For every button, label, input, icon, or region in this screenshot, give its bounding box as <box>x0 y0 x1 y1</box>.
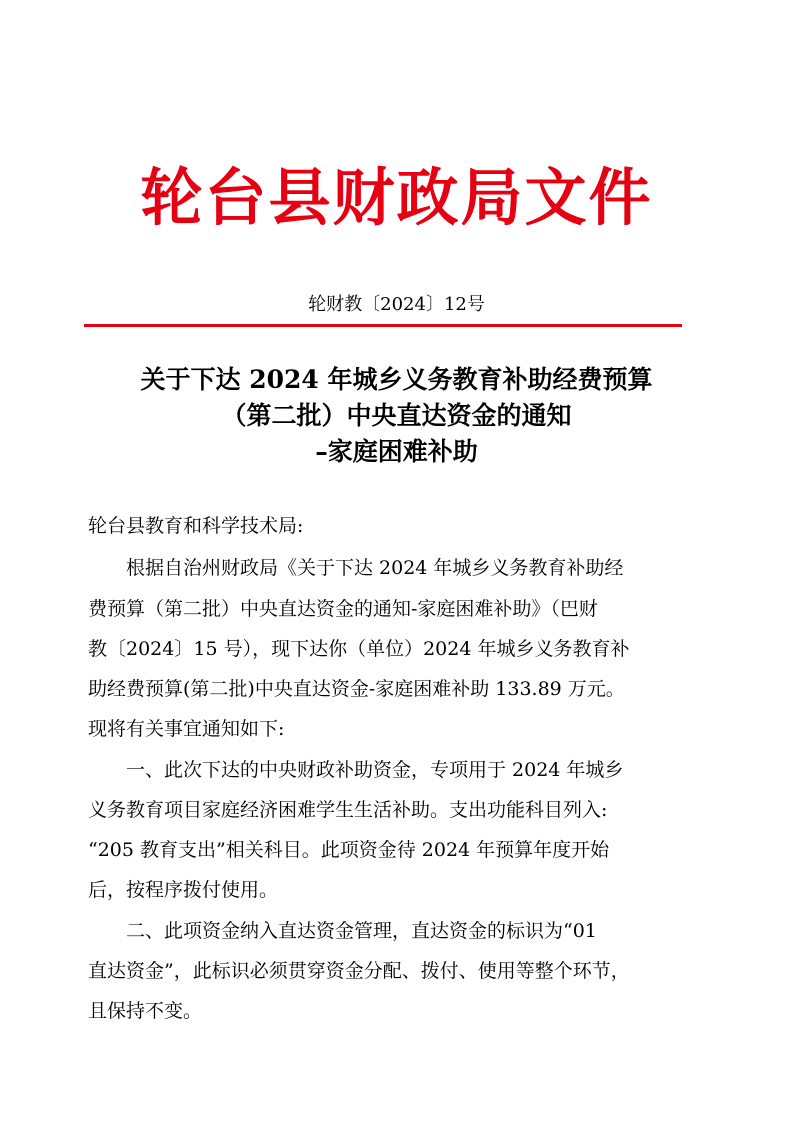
body-line: 直达资金”，此标识必须贯穿资金分配、拨付、使用等整个环节， <box>88 960 630 982</box>
body-line: 费预算（第二批）中央直达资金的通知-家庭困难补助》（巴财 <box>88 598 598 620</box>
body-line: “205 教育支出”相关科目。此项资金待 2024 年预算年度开始 <box>88 839 610 861</box>
body-line: 教〔2024〕15 号），现下达你（单位）2024 年城乡义务教育补 <box>88 638 630 660</box>
notice-title-line-2: （第二批）中央直达资金的通知 <box>221 401 572 430</box>
body-line: 二、此项资金纳入直达资金管理，直达资金的标识为“01 <box>126 920 597 942</box>
notice-title-line-1: 关于下达 2024 年城乡义务教育补助经费预算 <box>140 365 653 394</box>
salutation: 轮台县教育和科学技术局: <box>88 515 304 537</box>
body-line: 义务教育项目家庭经济困难学生生活补助。支出功能科目列入: <box>88 799 608 821</box>
body-line: 一、此次下达的中央财政补助资金，专项用于 2024 年城乡 <box>126 759 624 781</box>
red-divider <box>84 324 682 327</box>
body-line: 且保持不变。 <box>88 1000 203 1022</box>
masthead-title: 轮台县财政局文件 <box>140 161 653 234</box>
body-line: 后，按程序拨付使用。 <box>88 879 279 901</box>
body-line: 根据自治州财政局《关于下达 2024 年城乡义务教育补助经 <box>126 557 624 579</box>
notice-title-line-3: –家庭困难补助 <box>315 437 478 466</box>
body-line: 助经费预算(第二批)中央直达资金-家庭困难补助 133.89 万元。 <box>88 678 625 700</box>
document-number: 轮财教〔2024〕12号 <box>308 294 485 315</box>
body-line: 现将有关事宜通知如下: <box>88 718 285 740</box>
